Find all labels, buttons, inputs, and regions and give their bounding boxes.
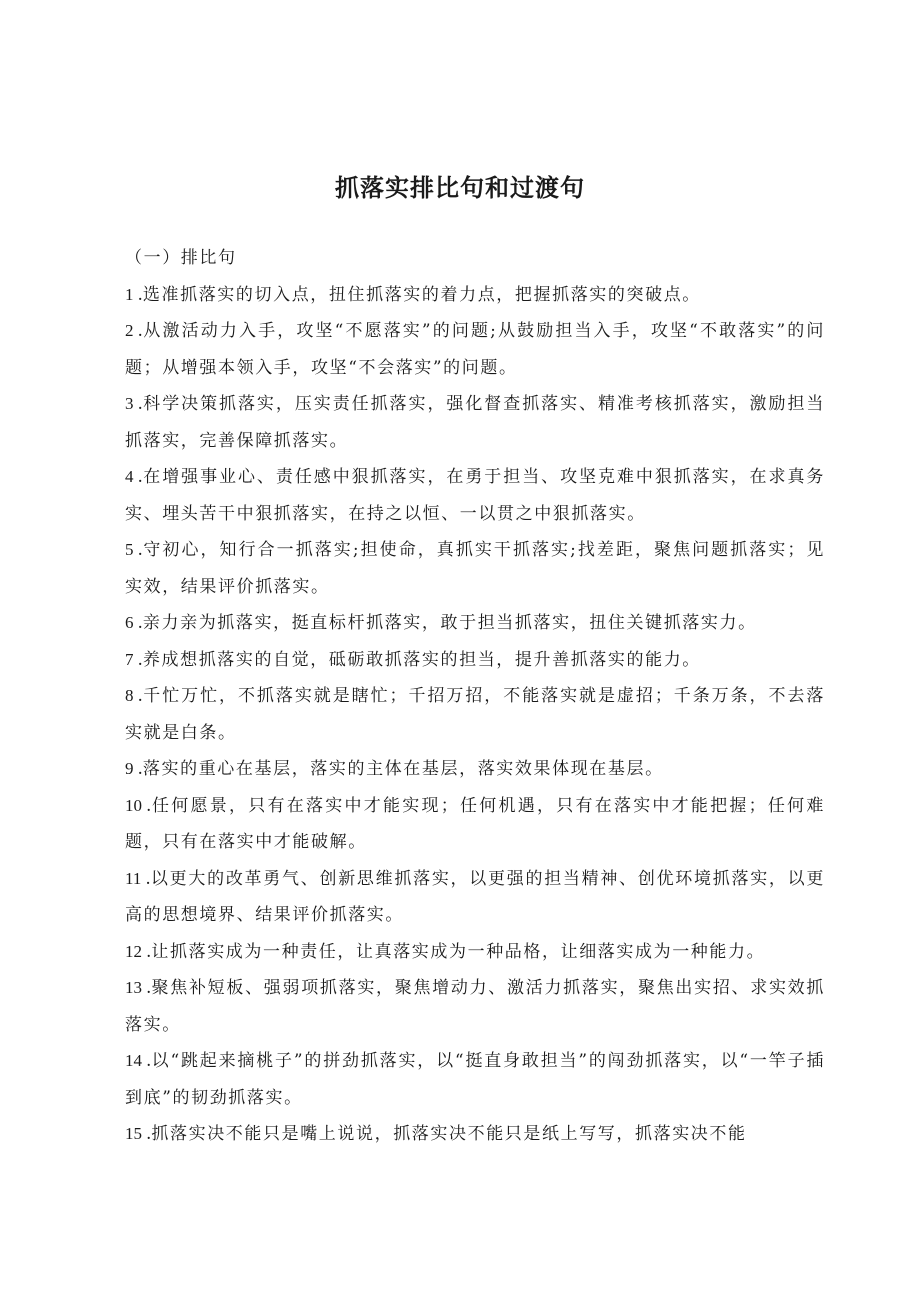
list-item: 5 .守初心，知行合一抓落实;担使命，真抓实干抓落实;找差距，聚焦问题抓落实；见实效，结果评价抓落实。 bbox=[125, 540, 825, 597]
item-number: 7 bbox=[125, 649, 134, 669]
document-title: 抓落实排比句和过渡句 bbox=[335, 174, 585, 202]
item-text: 以更大的改革勇气、创新思维抓落实，以更强的担当精神、创优环境抓落实，以更高的思想境界、结果评价抓落实。 bbox=[125, 868, 825, 925]
document-body bbox=[125, 240, 825, 1153]
item-text: 科学决策抓落实，压实责任抓落实，强化督查抓落实、精准考核抓落实，激励担当抓落实，完善保障抓落实。 bbox=[125, 394, 825, 451]
item-text: 千忙万忙，不抓落实就是瞎忙；千招万招，不能落实就是虚招；千条万条，不去落实就是白条。 bbox=[125, 686, 825, 743]
item-text: 守初心，知行合一抓落实;担使命，真抓实干抓落实;找差距，聚焦问题抓落实；见实效，结果评价抓落实。 bbox=[125, 540, 825, 597]
list-item: 9 .落实的重心在基层，落实的主体在基层，落实效果体现在基层。 bbox=[125, 759, 664, 779]
item-text: 让抓落实成为一种责任，让真落实成为一种品格，让细落实成为一种能力。 bbox=[151, 941, 766, 962]
item-text: 聚焦补短板、强弱项抓落实，聚焦增动力、激活力抓落实，聚焦出实招、求实效抓落实。 bbox=[125, 978, 825, 1035]
item-number: 8 bbox=[125, 686, 134, 705]
item-number: 2 bbox=[125, 321, 134, 340]
item-number: 11 bbox=[125, 868, 142, 888]
list-item: 13 .聚焦补短板、强弱项抓落实，聚焦增动力、激活力抓落实，聚焦出实招、求实效抓落实。 bbox=[125, 978, 825, 1035]
item-number: 5 bbox=[125, 540, 134, 559]
item-text: 养成想抓落实的自觉，砥砺敢抓落实的担当，提升善抓落实的能力。 bbox=[142, 649, 701, 670]
list-item: 15 .抓落实决不能只是嘴上说说，抓落实决不能只是纸上写写，抓落实决不能 bbox=[125, 1124, 747, 1144]
item-number: 4 bbox=[125, 467, 134, 486]
item-number: 10 bbox=[125, 795, 142, 815]
list-item: 8 .千忙万忙，不抓落实就是瞎忙；千招万招，不能落实就是虚招；千条万条，不去落实就是白条。 bbox=[125, 686, 825, 743]
item-number: 12 bbox=[125, 941, 142, 961]
item-text: 以“跳起来摘桃子”的拼劲抓落实，以“挺直身敢担当”的闯劲抓落实，以“一竿子插到底”的韧劲抓落实。 bbox=[125, 1051, 825, 1108]
item-text: 在增强事业心、责任感中狠抓落实，在勇于担当、攻坚克难中狠抓落实，在求真务实、埋头苦干中狠抓落实，在持之以恒、一以贯之中狠抓落实。 bbox=[125, 467, 825, 524]
item-text: 任何愿景，只有在落实中才能实现；任何机遇，只有在落实中才能把握；任何难题，只有在落实中才能破解。 bbox=[125, 795, 825, 852]
item-text: 亲力亲为抓落实，挺直标杆抓落实，敢于担当抓落实，扭住关键抓落实力。 bbox=[142, 613, 757, 633]
item-text: 选准抓落实的切入点，扭住抓落实的着力点，把握抓落实的突破点。 bbox=[142, 284, 701, 305]
section-heading: （一）排比句 bbox=[125, 248, 237, 268]
item-number: 15 bbox=[125, 1124, 142, 1143]
list-item: 4 .在增强事业心、责任感中狠抓落实，在勇于担当、攻坚克难中狠抓落实，在求真务实、埋头苦干中狠抓落实，在持之以恒、一以贯之中狠抓落实。 bbox=[125, 467, 825, 524]
list-item: 2 .从激活动力入手，攻坚“不愿落实”的问题;从鼓励担当入手，攻坚“不敢落实”的问题；从增强本领入手，攻坚“不会落实”的问题。 bbox=[125, 321, 825, 378]
item-number: 13 bbox=[125, 978, 142, 997]
list-item: 3 .科学决策抓落实，压实责任抓落实，强化督查抓落实、精准考核抓落实，激励担当抓落实，完善保障抓落实。 bbox=[125, 394, 825, 451]
list-item: 7 .养成想抓落实的自觉，砥砺敢抓落实的担当，提升善抓落实的能力。 bbox=[125, 649, 701, 670]
list-item: 10 .任何愿景，只有在落实中才能实现；任何机遇，只有在落实中才能把握；任何难题，只有在落实中才能破解。 bbox=[125, 795, 825, 852]
list-item: 1 .选准抓落实的切入点，扭住抓落实的着力点，把握抓落实的突破点。 bbox=[125, 284, 701, 305]
item-number: 14 bbox=[125, 1051, 142, 1070]
list-item: 12 .让抓落实成为一种责任，让真落实成为一种品格，让细落实成为一种能力。 bbox=[125, 941, 766, 962]
list-item: 11 .以更大的改革勇气、创新思维抓落实，以更强的担当精神、创优环境抓落实，以更高的思想境界、结果评价抓落实。 bbox=[125, 868, 825, 925]
item-number: 6 bbox=[125, 613, 134, 632]
item-number: 3 bbox=[125, 394, 134, 413]
item-text: 从激活动力入手，攻坚“不愿落实”的问题;从鼓励担当入手，攻坚“不敢落实”的问题；从增强本领入手，攻坚“不会落实”的问题。 bbox=[125, 321, 825, 378]
item-text: 抓落实决不能只是嘴上说说，抓落实决不能只是纸上写写，抓落实决不能 bbox=[151, 1124, 747, 1144]
item-text: 落实的重心在基层，落实的主体在基层，落实效果体现在基层。 bbox=[142, 759, 664, 779]
item-number: 1 bbox=[125, 284, 134, 304]
item-number: 9 bbox=[125, 759, 134, 778]
list-item: 6 .亲力亲为抓落实，挺直标杆抓落实，敢于担当抓落实，扭住关键抓落实力。 bbox=[125, 613, 757, 633]
list-item: 14 .以“跳起来摘桃子”的拼劲抓落实，以“挺直身敢担当”的闯劲抓落实，以“一竿子插到底”的韧劲抓落实。 bbox=[125, 1051, 825, 1108]
